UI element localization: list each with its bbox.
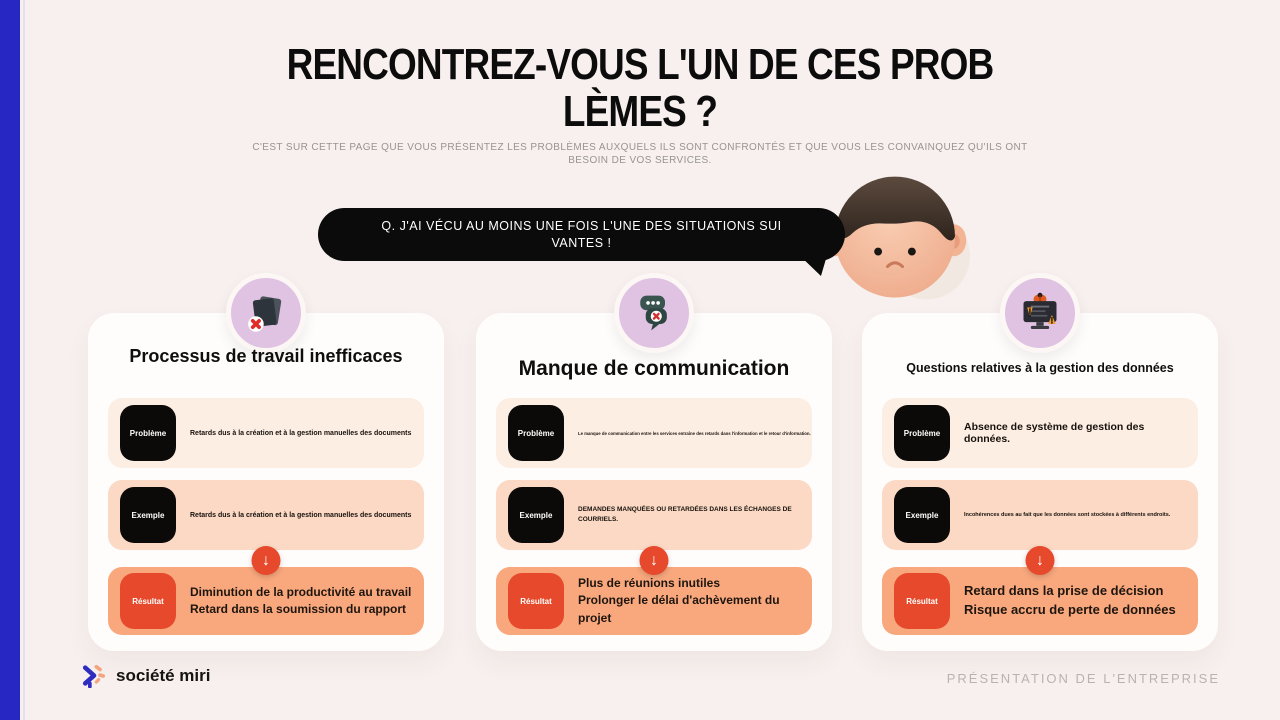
speech-bubble-line2: VANTES ! <box>551 235 612 250</box>
problem-row <box>108 398 424 468</box>
result-line1: Retard dans la prise de décision <box>964 583 1164 599</box>
card-rows <box>108 398 424 635</box>
problem-text: Absence de système de gestion des données. <box>964 421 1145 445</box>
example-chip: Exemple <box>894 487 950 543</box>
brand-logo <box>82 664 211 688</box>
down-arrow-icon: ↓ <box>252 546 281 575</box>
page-subtitle: C'EST SUR CETTE PAGE QUE VOUS PRÉSENTEZ LES PROBLÈMES AUXQUELS ILS SONT CONFRONTÉS ET QUE VOUS LES CONVAINQUEZ QU'ILS ONT BESOIN DE VOS SERVICES. <box>252 142 1028 166</box>
problem-card-communication <box>476 313 832 651</box>
card-icon-circle <box>1000 273 1080 353</box>
speech-bubble <box>318 208 845 261</box>
result-chip: Résultat <box>508 573 564 629</box>
problem-chip: Problème <box>508 405 564 461</box>
result-row <box>882 551 1198 635</box>
card-icon-circle <box>614 273 694 353</box>
result-chip: Résultat <box>894 573 950 629</box>
example-chip: Exemple <box>120 487 176 543</box>
card-rows <box>496 398 812 635</box>
card-title: Questions relatives à la gestion des données <box>906 361 1174 375</box>
example-chip: Exemple <box>508 487 564 543</box>
left-accent-stripe <box>23 0 25 720</box>
page-title-line1: RENCONTREZ-VOUS L'UN DE CES PROB <box>286 40 994 89</box>
result-line1: Diminution de la productivité au travail <box>190 584 412 599</box>
result-row <box>496 551 812 635</box>
down-arrow-icon: ↓ <box>640 546 669 575</box>
page-title <box>102 42 1177 135</box>
result-row <box>108 551 424 635</box>
data-bug-warning-icon <box>1018 291 1062 335</box>
result-chip: Résultat <box>120 573 176 629</box>
problem-text: Le manque de communication entre les services entraîne des retards dans l'information et le retour d'information. <box>578 430 811 436</box>
result-line2: Prolonger le délai d'achèvement du projet <box>578 593 780 625</box>
problem-row <box>496 398 812 468</box>
card-title: Processus de travail inefficaces <box>129 346 403 366</box>
footer-caption: PRÉSENTATION DE L'ENTREPRISE <box>946 671 1220 686</box>
card-title: Manque de communication <box>518 357 790 380</box>
example-text: Retards dus à la création et à la gestion manuelles des documents <box>190 511 412 519</box>
example-row <box>108 480 424 550</box>
problem-row <box>882 398 1198 468</box>
left-accent-bar <box>0 0 20 720</box>
card-icon-circle <box>226 273 306 353</box>
down-arrow-icon: ↓ <box>1026 546 1055 575</box>
problem-card-processus <box>88 313 444 651</box>
page-title-line2: LÈMES ? <box>562 86 718 136</box>
example-text: Incohérences dues au fait que les données sont stockées à différents endroits. <box>964 512 1171 518</box>
result-line1: Plus de réunions inutiles <box>578 575 721 590</box>
problem-text: Retards dus à la création et à la gestion manuelles des documents <box>190 429 412 437</box>
result-line2: Risque accru de perte de données <box>964 602 1176 617</box>
result-line2: Retard dans la soumission du rapport <box>190 602 407 616</box>
speech-bubble-line1: Q. J'AI VÉCU AU MOINS UNE FOIS L'UNE DES SITUATIONS SUI <box>381 218 782 233</box>
documents-error-icon <box>244 291 288 335</box>
problem-chip: Problème <box>120 405 176 461</box>
example-text: DEMANDES MANQUÉES OU RETARDÉES DANS LES ÉCHANGES DE COURRIELS. <box>578 506 792 523</box>
result-text <box>190 584 411 619</box>
chat-error-icon <box>632 291 676 335</box>
brand-name: société miri <box>116 666 211 685</box>
problem-chip: Problème <box>894 405 950 461</box>
asterisk-logo-icon <box>82 664 106 688</box>
problem-card-donnees <box>862 313 1218 651</box>
example-row <box>496 480 812 550</box>
result-text <box>964 582 1176 620</box>
result-text <box>578 575 802 627</box>
example-row <box>882 480 1198 550</box>
card-rows <box>882 398 1198 635</box>
